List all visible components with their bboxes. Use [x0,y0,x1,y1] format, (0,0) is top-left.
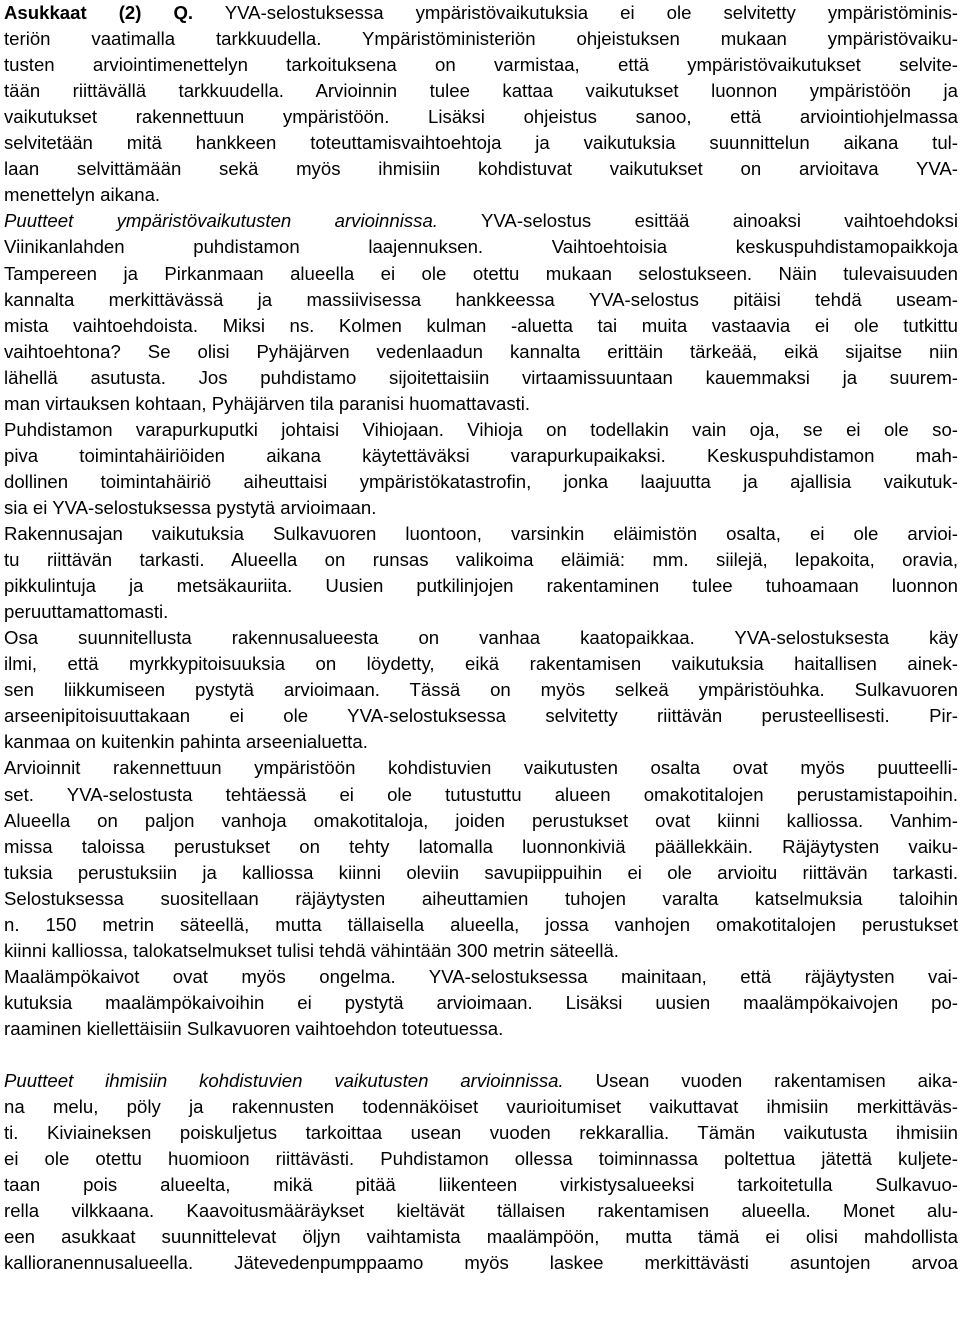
text-line [4,104,958,130]
text-segment: Arvioinnit rakennettuun ympäristöön kohdistuvien vaikutusten osalta ovat myös puutteelli- [4,757,958,779]
text-segment: kanmaa on kuitenkin pahinta arseenialuetta. [4,731,368,753]
text-segment: Maalämpökaivot ovat myös ongelma. YVA-selostuksessa mainitaan, että räjäytysten vai- [4,965,958,987]
text-segment: man virtauksen kohtaan, Pyhäjärven tila paranisi huomattavasti. [4,392,531,414]
text-segment: tusten arviointimenettelyn tarkoituksena on varmistaa, että ympäristövaikutukset selvite- [4,54,958,76]
text-segment: menettelyn aikana. [4,184,161,206]
text-line [4,417,958,443]
text-line [4,938,958,964]
text-line [4,208,958,234]
text-segment: lähellä asutusta. Jos puhdistamo sijoitettaisiin virtaamissuuntaan kauemmaksi ja suurem- [4,366,958,388]
text-line [4,964,958,990]
text-segment: Viinikanlahden puhdistamon laajennuksen. Vaihtoehtoisia keskuspuhdistamopaikkoja [4,236,958,258]
text-line [4,234,958,260]
text-segment: teriön vaatimalla tarkkuudella. Ympäristöministeriön ohjeistuksen mukaan ympäristövaiku- [4,28,958,50]
text-segment: ei ole otettu huomioon riittävästi. Puhdistamon ollessa toiminnassa poltettua jätettä kuljete- [4,1148,958,1170]
text-segment: kannalta merkittävässä ja massiivisessa hankkeessa YVA-selostus pitäisi tehdä useam- [4,288,958,310]
text-segment: ti. Kiviaineksen poiskuljetus tarkoittaa usean vuoden rekkarallia. Tämän vaikutusta ihmisiin [4,1122,958,1144]
text-line [4,0,958,26]
text-line [4,729,958,755]
text-line [4,651,958,677]
text-line [4,1198,958,1224]
text-line [4,860,958,886]
text-line [4,443,958,469]
text-segment: selvitetään mitä hankkeen toteuttamisvaihtoehtoja ja vaikutuksia suunnittelun aikana tul- [4,132,958,154]
text-segment: Selostuksessa suositellaan räjäytysten aiheuttamien tuhojen varalta katselmuksia taloihin [4,887,958,909]
text-segment: Puhdistamon varapurkuputki johtaisi Vihiojaan. Vihioja on todellakin vain oja, se ei ole so- [4,418,958,440]
text-segment: vaikutukset rakennettuun ympäristöön. Lisäksi ohjeistus sanoo, että arviointiohjelmassa [4,106,958,128]
text-line [4,339,958,365]
text-segment: Rakennusajan vaikutuksia Sulkavuoren luontoon, varsinkin eläimistön osalta, ei ole arvioi- [4,523,958,544]
text-line [4,834,958,860]
text-line [4,391,958,417]
text-segment: tu riittävän tarkasti. Alueella on runsas valikoima eläimiä: mm. siilejä, lepakoita, oravia, [4,549,958,571]
text-line [4,1172,958,1198]
text-segment: missa taloissa perustukset on tehty latomalla luonnonkiviä päällekkäin. Räjäytysten vaiku- [4,835,958,857]
text-segment: tuksia perustuksiin ja kalliossa kiinni oleviin savupiippuihin ei ole arvioitu riittävän tarkasti. [4,861,958,883]
text-line [4,990,958,1016]
text-line [4,495,958,521]
text-line [4,547,958,573]
text-line [4,365,958,391]
text-line [4,52,958,78]
text-line [4,156,958,182]
text-line [4,182,958,208]
text-segment: kutuksia maalämpökaivoihin ei pystytä arvioimaan. Lisäksi uusien maalämpökaivojen po- [4,991,958,1013]
text-segment: pikkulintuja ja metsäkauriita. Uusien putkilinjojen rakentaminen tulee tuhoamaan luonnon [4,575,958,597]
text-line [4,469,958,495]
text-line [4,625,958,651]
text-segment: Tampereen ja Pirkanmaan alueella ei ole otettu mukaan selostukseen. Näin tulevaisuuden [4,262,958,284]
text-segment: YVA-selostus esittää ainoaksi vaihtoehdoksi [437,210,959,232]
text-line [4,130,958,156]
text-segment: sen liikkumiseen pystytä arvioimaan. Tässä on myös selkeä ympäristöuhka. Sulkavuoren [4,679,958,701]
text-line [4,1120,958,1146]
text-line [4,287,958,313]
text-line [4,573,958,599]
text-segment: arseenipitoisuuttakaan ei ole YVA-selostuksessa selvitetty riittävän perusteellisesti. Pir- [4,705,958,727]
text-line [4,912,958,938]
text-line [4,26,958,52]
text-segment: Osa suunnitellusta rakennusalueesta on vanhaa kaatopaikkaa. YVA-selostuksesta käy [4,627,958,649]
text-line [4,755,958,781]
italic-heading: Puutteet ihmisiin kohdistuvien vaikutusten arvioinnissa. [4,1070,564,1092]
text-line [4,1068,958,1094]
text-segment: n. 150 metrin säteellä, mutta tällaisella alueella, jossa vanhojen omakotitalojen perustukset [4,913,958,935]
text-line [4,808,958,834]
text-segment: Usean vuoden rakentamisen aika- [563,1070,958,1092]
text-segment: ilmi, että myrkkypitoisuuksia on löydetty, eikä rakentamisen vaikutuksia haitallisen ainek- [4,653,958,675]
text-segment: mista vaihtoehdoista. Miksi ns. Kolmen kulman -aluetta tai muita vastaavia ei ole tutkittu [4,314,958,336]
text-segment: taan pois alueelta, mikä pitää liikenteen virkistysalueeksi tarkoitetulla Sulkavuo- [4,1174,958,1196]
text-line [4,78,958,104]
text-segment: na melu, pöly ja rakennusten todennäköiset vaurioitumiset vaikuttavat ihmisiin merkittäväs- [4,1096,958,1118]
text-line [4,1146,958,1172]
text-segment: peruuttamattomasti. [4,601,169,623]
text-segment: vaihtoehtona? Se olisi Pyhäjärven vedenlaadun kannalta erittäin tärkeää, eikä sijaitse niin [4,340,958,362]
text-line [4,521,958,547]
text-segment: tään riittävällä tarkkuudella. Arvioinnin tulee kattaa vaikutukset luonnon ympäristöön ja [4,80,958,102]
text-segment: een asukkaat suunnittelevat öljyn vaihtamista maalämpöön, mutta tämä ei olisi mahdollista [4,1226,958,1248]
text-segment: Alueella on paljon vanhoja omakotitaloja, joiden perustukset ovat kiinni kalliossa. Vanhim- [4,809,958,831]
italic-heading: Puutteet ympäristövaikutusten arvioinnissa. [4,210,438,232]
text-line [4,1250,958,1276]
text-line [4,1016,958,1042]
text-segment: laan selvittämään sekä myös ihmisiin kohdistuvat vaikutukset on arvioitava YVA- [4,158,958,180]
text-segment: sia ei YVA-selostuksessa pystytä arvioimaan. [4,496,377,518]
bold-heading: Asukkaat (2) Q. [4,2,194,23]
text-segment: rella vilkkaana. Kaavoitusmääräykset kieltävät tällaisen rakentamisen alueella. Monet alu- [4,1200,958,1222]
text-segment: kiinni kalliossa, talokatselmukset tulisi tehdä vähintään 300 metrin säteellä. [4,939,619,961]
text-segment: YVA-selostuksessa ympäristövaikutuksia ei ole selvitetty ympäristöminis- [193,2,958,23]
text-segment: raaminen kiellettäisiin Sulkavuoren vaihtoehdon toteutuessa. [4,1017,504,1039]
text-line [4,1224,958,1250]
text-line [4,599,958,625]
text-line [4,313,958,339]
text-line [4,703,958,729]
text-line [4,886,958,912]
text-segment: dollinen toimintahäiriö aiheuttaisi ympäristökatastrofin, jonka laajuutta ja ajallisia vaikutuk- [4,470,958,492]
text-line [4,1094,958,1120]
text-segment: piva toimintahäiriöiden aikana käytettäväksi varapurkupaikaksi. Keskuspuhdistamon mah- [4,444,958,466]
text-line [4,261,958,287]
text-segment: kallioranennusalueella. Jätevedenpumppaamo myös laskee merkittävästi asuntojen arvoa [4,1252,958,1274]
text-segment: set. YVA-selostusta tehtäessä ei ole tutustuttu alueen omakotitalojen perustamistapoihin. [4,783,958,805]
text-line [4,677,958,703]
text-line [4,782,958,808]
